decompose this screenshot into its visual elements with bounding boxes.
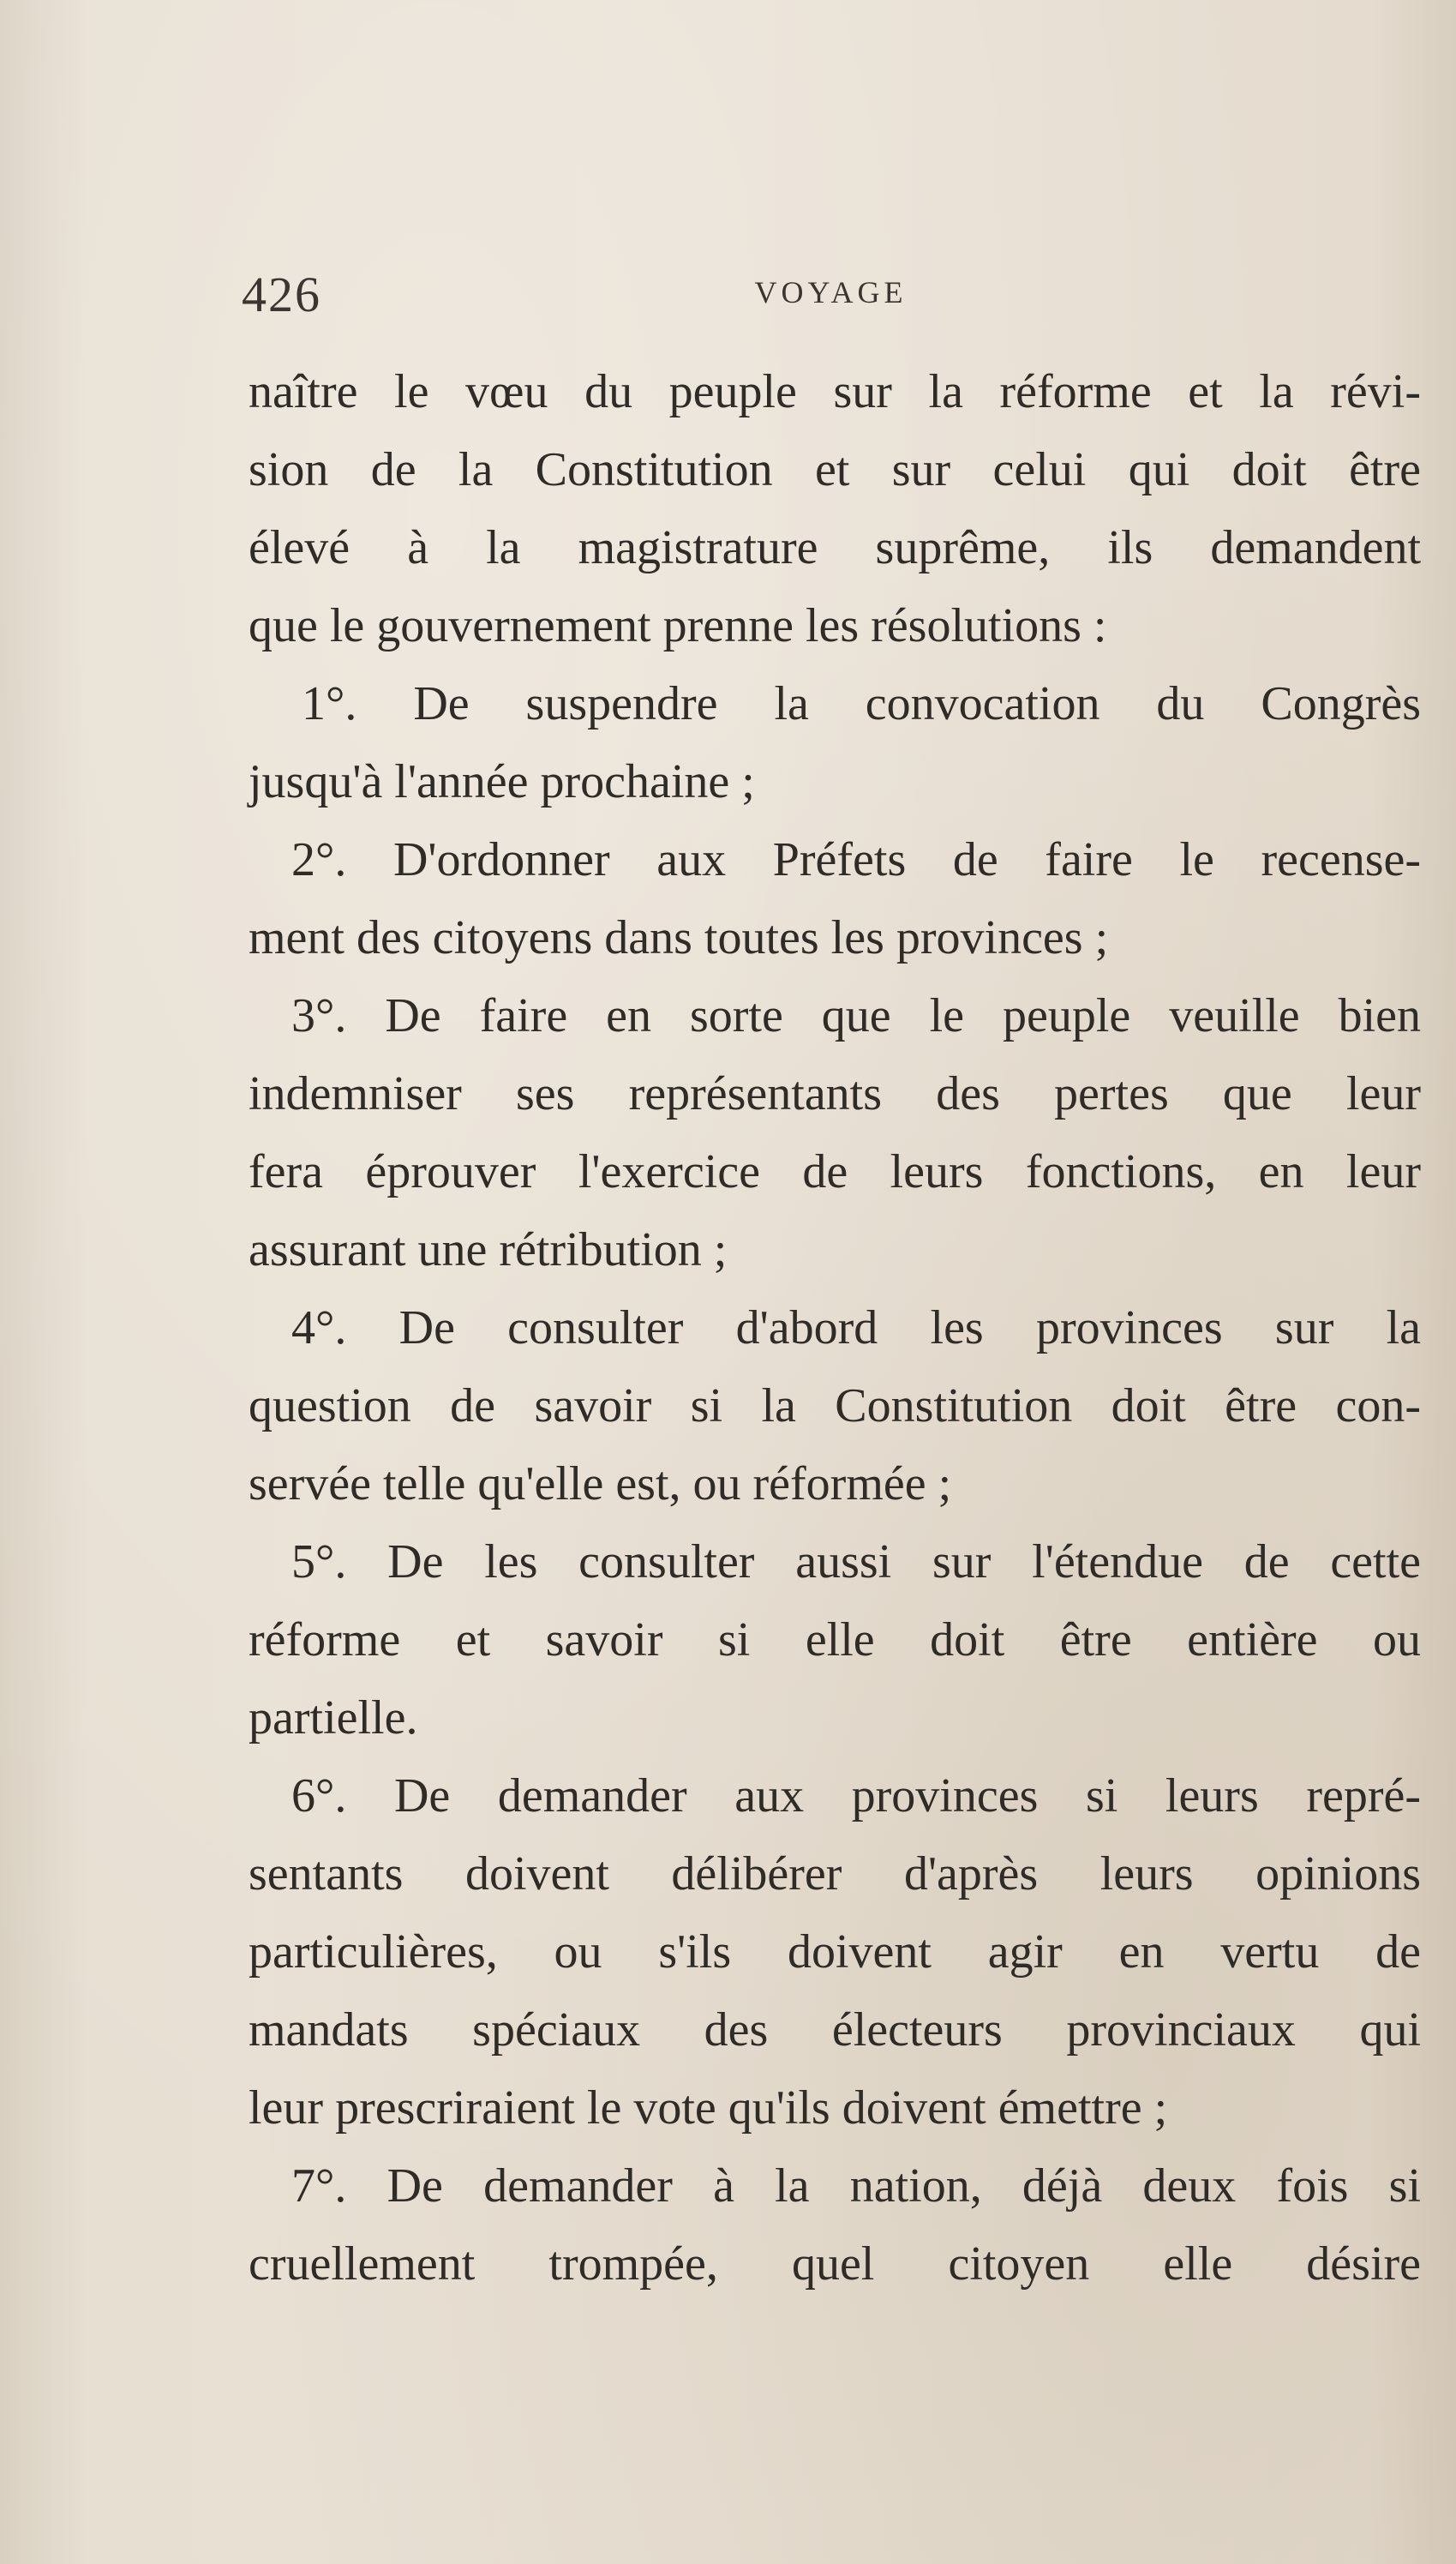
text-line: 5°. De les consulter aussi sur l'étendue de cette: [291, 1535, 1421, 1588]
text-line: question de savoir si la Constitution doit être con-: [249, 1379, 1421, 1432]
text-line: 4°. De consulter d'abord les provinces sur la: [291, 1301, 1421, 1354]
page-header: [242, 266, 1420, 326]
text-line: particulières, ou s'ils doivent agir en vertu de: [249, 1925, 1421, 1979]
text-line: fera éprouver l'exercice de leurs fonctions, en leur: [249, 1145, 1421, 1198]
text-line: 2°. D'ordonner aux Préfets de faire le recense-: [291, 833, 1421, 886]
text-line: leur prescriraient le vote qu'ils doivent émettre ;: [249, 2081, 1168, 2135]
text-line: jusqu'à l'année prochaine ;: [249, 755, 755, 808]
text-line: réforme et savoir si elle doit être entière ou: [249, 1613, 1421, 1666]
text-line: ment des citoyens dans toutes les provinces ;: [249, 911, 1109, 964]
text-line: sion de la Constitution et sur celui qui doit être: [249, 443, 1421, 496]
text-line: cruellement trompée, quel citoyen elle désire: [249, 2237, 1421, 2291]
text-line: indemniser ses représentants des pertes que leur: [249, 1067, 1421, 1120]
text-line: assurant une rétribution ;: [249, 1223, 728, 1276]
text-line: sentants doivent délibérer d'après leurs opinions: [249, 1847, 1421, 1900]
text-line: 6°. De demander aux provinces si leurs repré-: [291, 1769, 1421, 1822]
text-line: 7°. De demander à la nation, déjà deux fois si: [291, 2159, 1421, 2213]
page-number: 426: [242, 267, 321, 322]
text-line: élevé à la magistrature suprême, ils demandent: [249, 521, 1421, 574]
text-line: mandats spéciaux des électeurs provinciaux qui: [249, 2003, 1421, 2057]
text-line: partielle.: [249, 1691, 418, 1744]
text-line: que le gouvernement prenne les résolutions :: [249, 599, 1107, 652]
text-line: naître le vœu du peuple sur la réforme et la révi-: [249, 365, 1421, 418]
running-head: VOYAGE: [754, 275, 908, 309]
text-line: 3°. De faire en sorte que le peuple veuille bien: [291, 989, 1421, 1042]
body-text: [249, 353, 1421, 2303]
text-line: 1°. De suspendre la convocation du Congrès: [302, 677, 1421, 730]
text-line: servée telle qu'elle est, ou réformée ;: [249, 1457, 952, 1510]
